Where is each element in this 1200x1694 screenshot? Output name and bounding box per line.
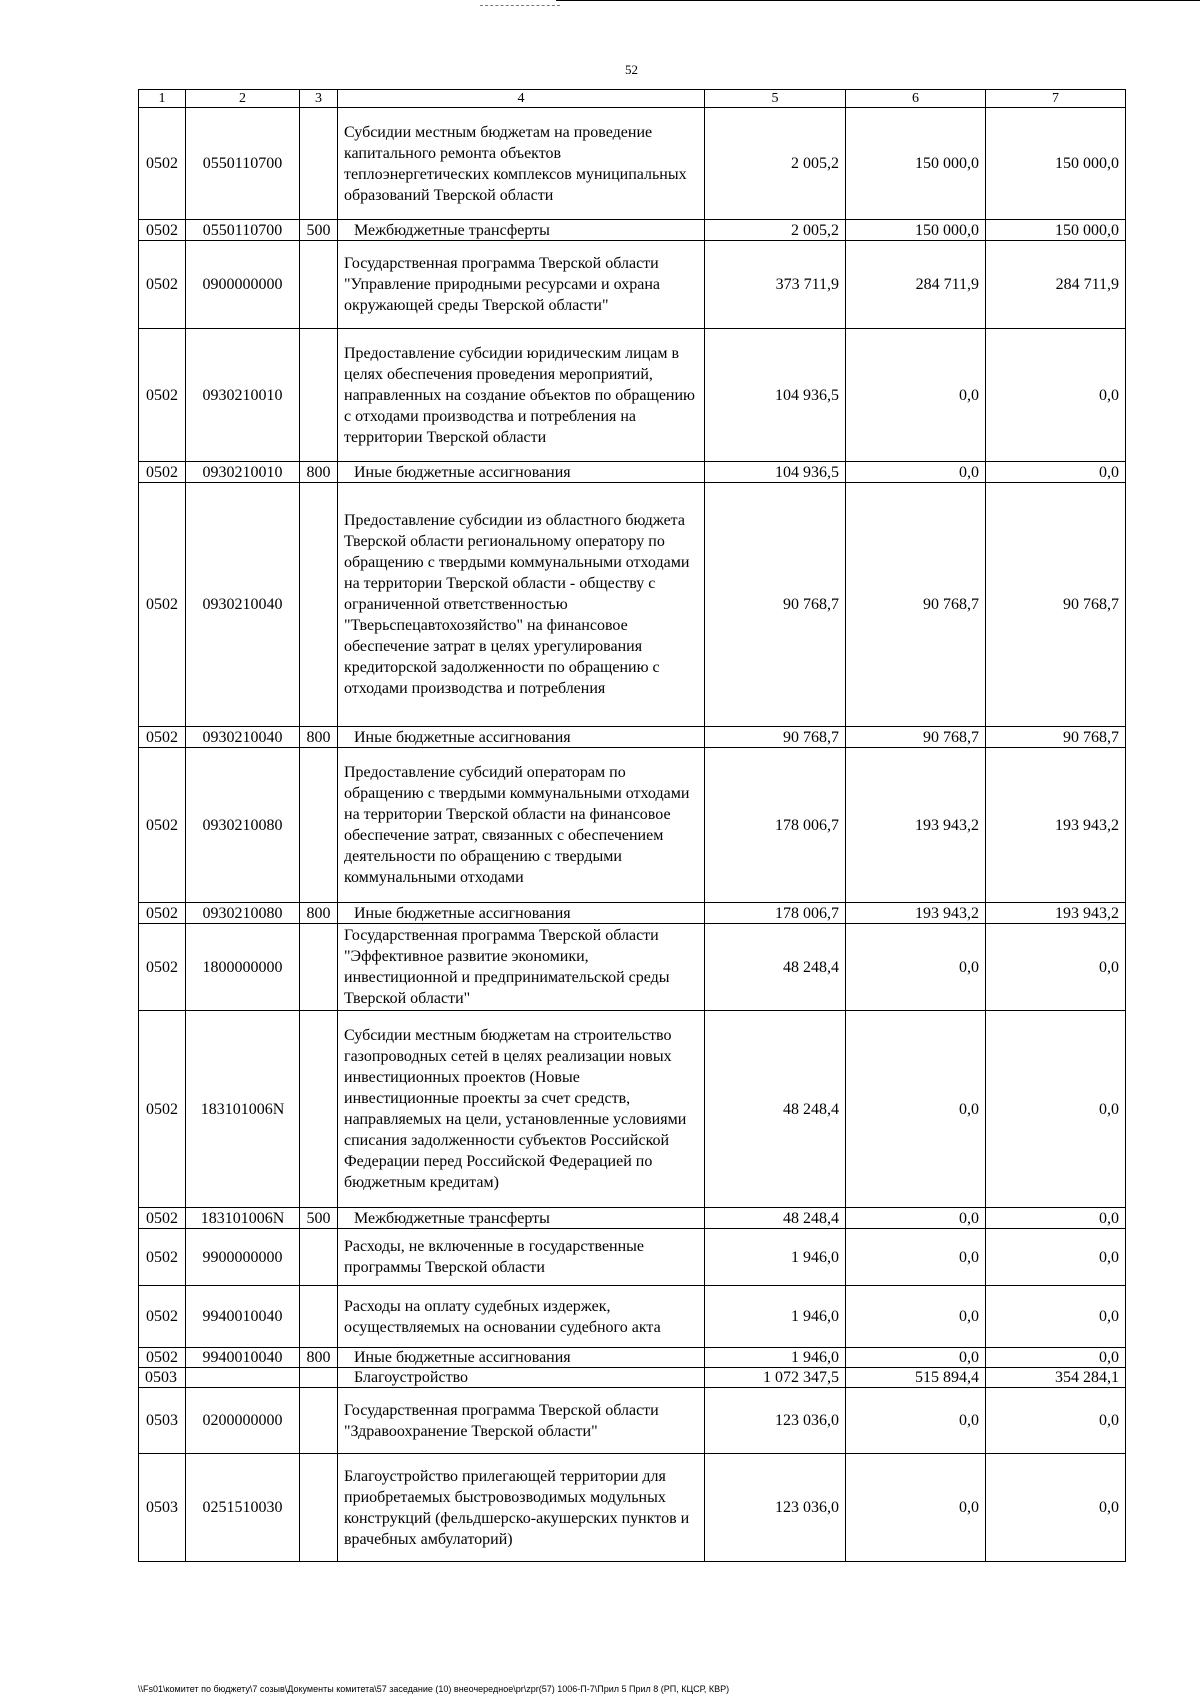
cell-value-6: 0,0 [846, 1229, 986, 1286]
cell-section: 0503 [139, 1388, 186, 1454]
cell-value-6: 0,0 [846, 1454, 986, 1562]
cell-section: 0502 [139, 241, 186, 329]
table-row [139, 924, 1126, 1011]
cell-value-6: 150 000,0 [846, 108, 986, 220]
col-header-1: 1 [139, 90, 186, 108]
cell-value-5: 2 005,2 [705, 220, 846, 241]
cell-value-5: 178 006,7 [705, 903, 846, 924]
cell-expense-type [300, 1286, 338, 1348]
cell-expense-type: 500 [300, 1208, 338, 1229]
cell-value-5: 48 248,4 [705, 924, 846, 1011]
cell-value-5: 1 946,0 [705, 1348, 846, 1368]
cell-expense-type [300, 1229, 338, 1286]
table-row [139, 1229, 1126, 1286]
cell-expense-type [300, 924, 338, 1011]
cell-name: Субсидии местным бюджетам на строительство газопроводных сетей в целях реализации новых инвестиционных проектов (Новые инвестиционные проекты за счет средств, направляемых на цели, установленные условиями списания задолженности субъектов Российской Федерации перед Российской Федерацией по бюджетным кредитам) [338, 1011, 705, 1208]
cell-value-5: 178 006,7 [705, 748, 846, 903]
budget-table [138, 89, 1126, 1562]
table-row [139, 1011, 1126, 1208]
table-row [139, 329, 1126, 462]
cell-name: Расходы на оплату судебных издержек, осуществляемых на основании судебного акта [338, 1286, 705, 1348]
col-header-5: 5 [705, 90, 846, 108]
cell-value-6: 0,0 [846, 1388, 986, 1454]
cell-target: 0930210040 [186, 727, 300, 748]
cell-name: Благоустройство [338, 1368, 705, 1388]
cell-section: 0502 [139, 1208, 186, 1229]
cell-value-6: 90 768,7 [846, 483, 986, 727]
cell-value-5: 90 768,7 [705, 727, 846, 748]
cell-value-5: 1 072 347,5 [705, 1368, 846, 1388]
cell-value-7: 0,0 [986, 924, 1126, 1011]
cell-expense-type: 500 [300, 220, 338, 241]
cell-value-7: 150 000,0 [986, 220, 1126, 241]
cell-value-7: 0,0 [986, 1348, 1126, 1368]
cell-target: 9900000000 [186, 1229, 300, 1286]
top-rule [556, 0, 1200, 1]
cell-target: 0550110700 [186, 108, 300, 220]
cell-target: 183101006N [186, 1011, 300, 1208]
cell-section: 0502 [139, 1348, 186, 1368]
cell-value-5: 123 036,0 [705, 1388, 846, 1454]
cell-name: Межбюджетные трансферты [338, 220, 705, 241]
cell-value-6: 284 711,9 [846, 241, 986, 329]
cell-value-6: 90 768,7 [846, 727, 986, 748]
cell-expense-type [300, 483, 338, 727]
cell-name: Предоставление субсидии из областного бюджета Тверской области региональному оператору по обращению с твердыми коммунальными отходами на территории Тверской области - обществу с ограниченной ответственностью "Тверьспецавтохозяйство" на финансовое обеспечение затрат в целях урегулирования кредиторской задолженности по обращению с отходами производства и потребления [338, 483, 705, 727]
cell-section: 0502 [139, 1011, 186, 1208]
cell-section: 0502 [139, 1286, 186, 1348]
cell-target: 0251510030 [186, 1454, 300, 1562]
table-row [139, 241, 1126, 329]
cell-value-7: 0,0 [986, 1229, 1126, 1286]
cell-value-7: 90 768,7 [986, 483, 1126, 727]
table-row [139, 727, 1126, 748]
cell-value-7: 0,0 [986, 1208, 1126, 1229]
cell-name: Благоустройство прилегающей территории для приобретаемых быстровозводимых модульных конструкций (фельдшерско-акушерских пунктов и врачебных амбулаторий) [338, 1454, 705, 1562]
cell-value-6: 193 943,2 [846, 903, 986, 924]
cell-target: 1800000000 [186, 924, 300, 1011]
table-row [139, 1348, 1126, 1368]
table-row [139, 1368, 1126, 1388]
cell-target [186, 1368, 300, 1388]
cell-value-5: 104 936,5 [705, 329, 846, 462]
col-header-2: 2 [186, 90, 300, 108]
col-header-7: 7 [986, 90, 1126, 108]
cell-target: 0200000000 [186, 1388, 300, 1454]
table-row [139, 1388, 1126, 1454]
cell-expense-type: 800 [300, 903, 338, 924]
table-row [139, 483, 1126, 727]
cell-section: 0502 [139, 1229, 186, 1286]
cell-name: Государственная программа Тверской области "Управление природными ресурсами и охрана окружающей среды Тверской области" [338, 241, 705, 329]
cell-section: 0502 [139, 903, 186, 924]
cell-name: Предоставление субсидии юридическим лицам в целях обеспечения проведения мероприятий, направленных на создание объектов по обращению с отходами производства и потребления на территории Тверской области [338, 329, 705, 462]
cell-expense-type: 800 [300, 727, 338, 748]
cell-section: 0502 [139, 329, 186, 462]
cell-target: 0930210040 [186, 483, 300, 727]
cell-value-6: 0,0 [846, 1286, 986, 1348]
cell-value-5: 373 711,9 [705, 241, 846, 329]
cell-expense-type [300, 1388, 338, 1454]
cell-value-7: 0,0 [986, 329, 1126, 462]
cell-section: 0503 [139, 1454, 186, 1562]
table-row [139, 220, 1126, 241]
cell-section: 0502 [139, 462, 186, 483]
cell-value-5: 1 946,0 [705, 1286, 846, 1348]
cell-target: 183101006N [186, 1208, 300, 1229]
cell-value-7: 354 284,1 [986, 1368, 1126, 1388]
table-row [139, 903, 1126, 924]
cell-name: Государственная программа Тверской области "Эффективное развитие экономики, инвестиционной и предпринимательской среды Тверской области" [338, 924, 705, 1011]
col-header-4: 4 [338, 90, 705, 108]
cell-value-6: 150 000,0 [846, 220, 986, 241]
cell-value-7: 90 768,7 [986, 727, 1126, 748]
cell-value-5: 104 936,5 [705, 462, 846, 483]
cell-name: Государственная программа Тверской области "Здравоохранение Тверской области" [338, 1388, 705, 1454]
cell-name: Предоставление субсидий операторам по обращению с твердыми коммунальными отходами на территории Тверской области на финансовое обеспечение затрат, связанных с обеспечением деятельности по обращению с твердыми коммунальными отходами [338, 748, 705, 903]
cell-section: 0502 [139, 220, 186, 241]
cell-value-6: 0,0 [846, 462, 986, 483]
cell-expense-type [300, 1454, 338, 1562]
cell-value-6: 515 894,4 [846, 1368, 986, 1388]
cell-name: Субсидии местным бюджетам на проведение капитального ремонта объектов теплоэнергетических комплексов муниципальных образований Тверской области [338, 108, 705, 220]
cell-target: 0930210080 [186, 748, 300, 903]
cell-value-7: 0,0 [986, 1454, 1126, 1562]
cell-expense-type [300, 748, 338, 903]
cell-value-6: 0,0 [846, 1348, 986, 1368]
cell-name: Иные бюджетные ассигнования [338, 462, 705, 483]
cell-section: 0502 [139, 748, 186, 903]
cell-value-7: 0,0 [986, 1011, 1126, 1208]
cell-value-6: 0,0 [846, 1208, 986, 1229]
table-row [139, 748, 1126, 903]
cell-value-5: 2 005,2 [705, 108, 846, 220]
cell-expense-type [300, 1368, 338, 1388]
cell-expense-type [300, 1011, 338, 1208]
cell-value-6: 0,0 [846, 924, 986, 1011]
col-header-3: 3 [300, 90, 338, 108]
cell-section: 0502 [139, 483, 186, 727]
cell-value-7: 193 943,2 [986, 748, 1126, 903]
cell-name: Иные бюджетные ассигнования [338, 903, 705, 924]
cell-target: 0930210010 [186, 329, 300, 462]
cell-name: Иные бюджетные ассигнования [338, 727, 705, 748]
cell-section: 0503 [139, 1368, 186, 1388]
cell-name: Межбюджетные трансферты [338, 1208, 705, 1229]
cell-name: Расходы, не включенные в государственные программы Тверской области [338, 1229, 705, 1286]
cell-target: 9940010040 [186, 1348, 300, 1368]
cell-value-7: 284 711,9 [986, 241, 1126, 329]
cell-value-5: 48 248,4 [705, 1011, 846, 1208]
cell-value-5: 1 946,0 [705, 1229, 846, 1286]
header-row [139, 90, 1126, 108]
cell-target: 9940010040 [186, 1286, 300, 1348]
cell-value-5: 48 248,4 [705, 1208, 846, 1229]
cell-value-5: 123 036,0 [705, 1454, 846, 1562]
col-header-6: 6 [846, 90, 986, 108]
cell-name: Иные бюджетные ассигнования [338, 1348, 705, 1368]
cell-value-7: 0,0 [986, 1388, 1126, 1454]
cell-expense-type: 800 [300, 462, 338, 483]
cell-expense-type [300, 329, 338, 462]
cell-value-7: 0,0 [986, 462, 1126, 483]
table-row [139, 462, 1126, 483]
top-dash [480, 5, 560, 6]
table-row [139, 1286, 1126, 1348]
page-number: 52 [625, 62, 638, 77]
cell-expense-type: 800 [300, 1348, 338, 1368]
cell-target: 0900000000 [186, 241, 300, 329]
cell-value-5: 90 768,7 [705, 483, 846, 727]
cell-target: 0550110700 [186, 220, 300, 241]
cell-value-6: 0,0 [846, 329, 986, 462]
cell-value-7: 0,0 [986, 1286, 1126, 1348]
cell-expense-type [300, 108, 338, 220]
footer-file-path: \\Fs01\комитет по бюджету\7 созыв\Документы комитета\57 заседание (10) внеочередное\pr\zpr(57) 1006-П-7\Прил 5 Прил 8 (РП, КЦСР, КВР) [138, 1684, 730, 1694]
cell-target: 0930210080 [186, 903, 300, 924]
cell-section: 0502 [139, 924, 186, 1011]
cell-target: 0930210010 [186, 462, 300, 483]
cell-value-6: 193 943,2 [846, 748, 986, 903]
table-row [139, 108, 1126, 220]
cell-value-6: 0,0 [846, 1011, 986, 1208]
table-row [139, 1208, 1126, 1229]
cell-section: 0502 [139, 108, 186, 220]
cell-section: 0502 [139, 727, 186, 748]
table-row [139, 1454, 1126, 1562]
cell-value-7: 193 943,2 [986, 903, 1126, 924]
cell-value-7: 150 000,0 [986, 108, 1126, 220]
cell-expense-type [300, 241, 338, 329]
